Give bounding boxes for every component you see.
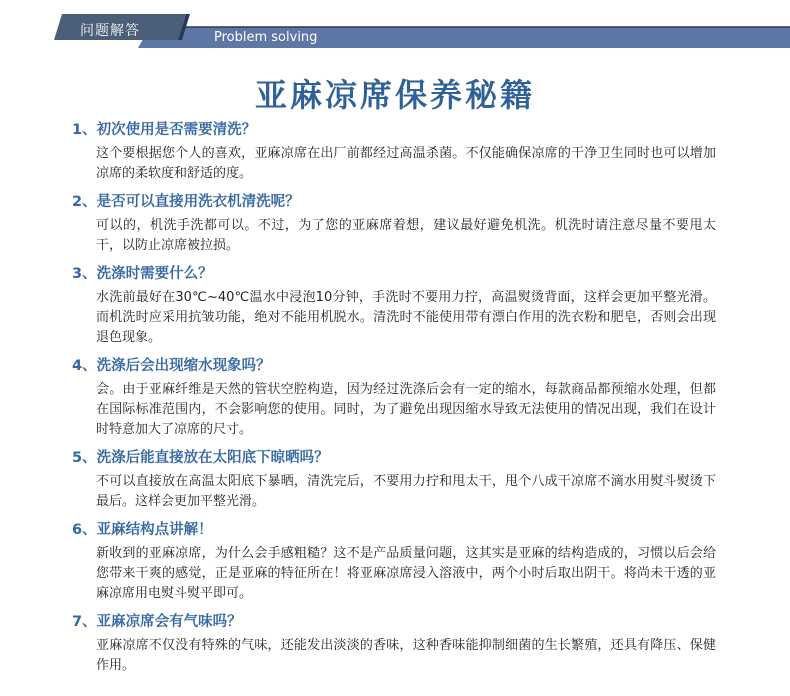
banner-label-cn: 问题解答	[80, 23, 140, 39]
faq-question-text: 洗涤后会出现缩水现象吗？	[96, 358, 271, 374]
faq-answer: 不可以直接放在高温太阳底下暴晒，清洗完后，不要用力拧和甩太干，甩个八成干凉席不滴水用熨斗熨烫下最后。这样会更加平整光滑。	[96, 474, 716, 509]
section-banner	[0, 0, 790, 60]
faq-answer: 会。由于亚麻纤维是天然的管状空腔构造，因为经过洗涤后会有一定的缩水，每款商品都预缩水处理，但都在国际标准范围内，不会影响您的使用。同时，为了避免出现因缩水导致无法使用的情况出现，我们在设计时特意加大了凉席的尺寸。	[96, 382, 716, 437]
faq-answer: 亚麻凉席不仅没有特殊的气味，还能发出淡淡的香味，这种香味能抑制细菌的生长繁殖，还具有降压、保健作用。	[96, 638, 716, 673]
faq-question	[0, 612, 790, 632]
faq-item	[0, 120, 790, 184]
faq-question-text: 亚麻凉席会有气味吗？	[96, 614, 242, 630]
faq-question	[0, 448, 790, 468]
faq-item	[0, 192, 790, 256]
faq-item	[0, 356, 790, 440]
banner-label-en: Problem solving	[214, 30, 318, 45]
faq-question	[0, 356, 790, 376]
faq-item	[0, 520, 790, 604]
faq-item	[0, 612, 790, 676]
faq-question-text: 初次使用是否需要清洗？	[96, 122, 257, 138]
page-title: 亚麻凉席保养秘籍	[254, 76, 535, 114]
faq-number: 7、	[72, 614, 97, 630]
faq-question-text: 洗涤时需要什么？	[96, 266, 213, 282]
faq-number: 1、	[72, 122, 97, 138]
faq-question-text: 洗涤后能直接放在太阳底下晾晒吗？	[96, 450, 329, 466]
faq-question	[0, 264, 790, 284]
faq-number: 4、	[72, 358, 97, 374]
faq-number: 3、	[72, 266, 97, 282]
faq-item	[0, 264, 790, 348]
faq-item	[0, 448, 790, 512]
faq-number: 6、	[72, 522, 97, 538]
faq-question	[0, 120, 790, 140]
faq-number: 5、	[72, 450, 97, 466]
faq-question-text: 是否可以直接用洗衣机清洗呢？	[96, 194, 300, 210]
faq-question	[0, 192, 790, 212]
faq-answer: 水洗前最好在30℃~40℃温水中浸泡10分钟，手洗时不要用力拧，高温熨烫背面，这样会更加平整光滑。 而机洗时应采用抗皱功能，绝对不能用机脱水。清洗时不能使用带有漂白作用的洗衣粉和肥皂，否则会出现退色现象。	[96, 290, 716, 345]
faq-answer: 可以的，机洗手洗都可以。不过，为了您的亚麻席着想，建议最好避免机洗。机洗时请注意尽量不要甩太干，以防止凉席被拉损。	[96, 218, 716, 253]
faq-number: 2、	[72, 194, 97, 210]
faq-list	[0, 120, 790, 684]
faq-question	[0, 520, 790, 540]
faq-answer: 新收到的亚麻凉席，为什么会手感粗糙？这不是产品质量问题，这其实是亚麻的结构造成的，习惯以后会给您带来干爽的感觉，正是亚麻的特征所在！将亚麻凉席浸入溶液中，两个小时后取出阴干。将尚未干透的亚麻凉席用电熨斗熨平即可。	[96, 546, 716, 601]
faq-question-text: 亚麻结构点讲解！	[96, 522, 213, 538]
faq-answer: 这个要根据您个人的喜欢，亚麻凉席在出厂前都经过高温杀菌。不仅能确保凉席的干净卫生同时也可以增加凉席的柔软度和舒适的度。	[96, 146, 716, 181]
